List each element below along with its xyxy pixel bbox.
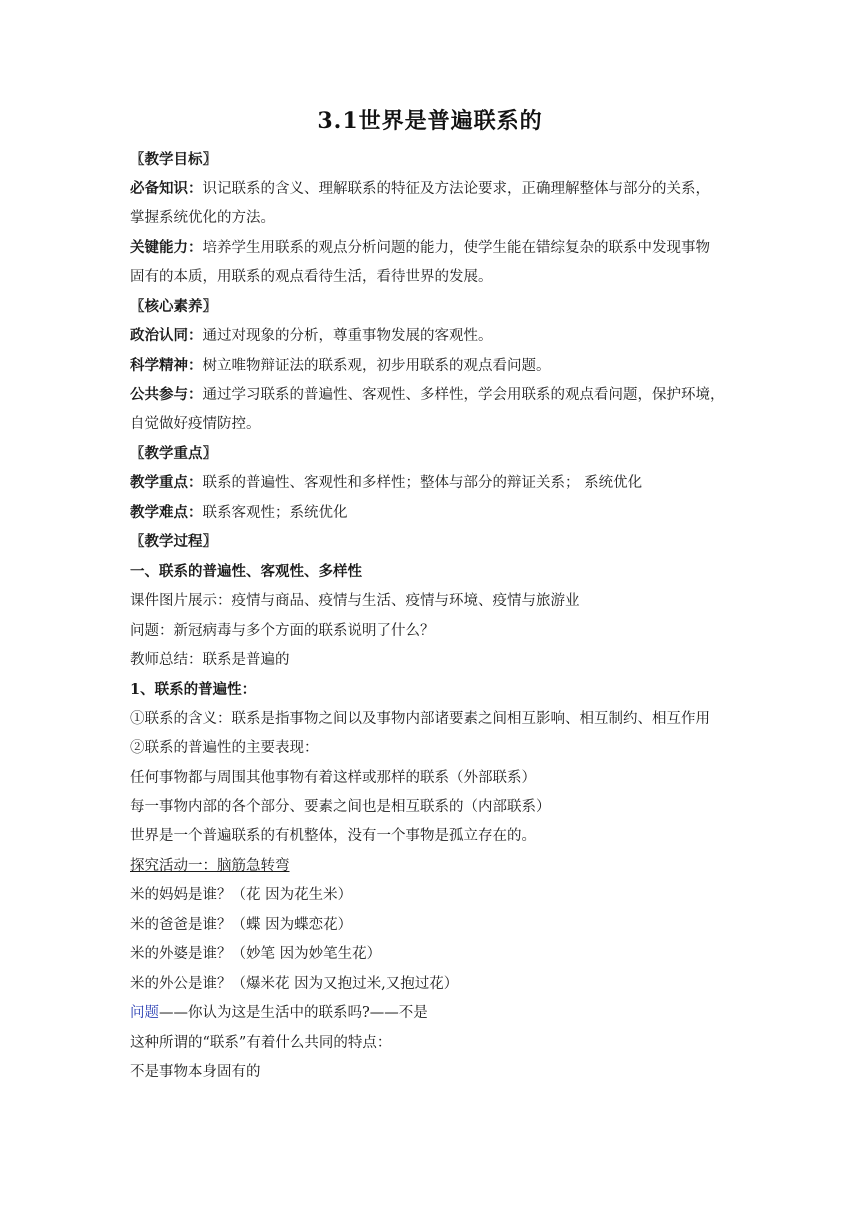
knowledge-label: 必备知识： [130, 180, 203, 197]
public-text-1: 通过学习联系的普遍性、客观性、多样性，学会用联系的观点看问题，保护环境， [202, 387, 725, 403]
question-line: 问题：新冠病毒与多个方面的联系说明了什么？ [130, 623, 435, 639]
difficulty-text: 联系客观性；系统优化 [202, 505, 348, 521]
teacher-summary: 教师总结：联系是普遍的 [130, 652, 290, 668]
ability-text-2: 固有的本质，用联系的观点看待生活，看待世界的发展。 [130, 269, 493, 285]
core-heading: 〖核心素养〗 [130, 298, 217, 315]
science-text: 树立唯物辩证法的联系观，初步用联系的观点看问题。 [202, 358, 551, 374]
political-label: 政治认同： [130, 327, 203, 344]
public-label: 公共参与： [130, 386, 203, 403]
not-inherent-line: 不是事物本身固有的 [130, 1064, 261, 1080]
focus-heading: 〖教学重点〗 [130, 445, 217, 462]
riddle-3: 米的外婆是谁？（妙笔 因为妙笔生花） [130, 946, 382, 962]
question2-label: 问题 [130, 1005, 159, 1021]
slides-line: 课件图片展示：疫情与商品、疫情与生活、疫情与环境、疫情与旅游业 [130, 593, 580, 609]
external-line: 任何事物都与周围其他事物有着这样或那样的联系（外部联系） [130, 770, 536, 786]
ability-label: 关键能力： [130, 239, 203, 256]
focus-text: 联系的普遍性、客观性和多样性；整体与部分的辩证关系； 系统优化 [202, 475, 643, 491]
public-line-1 [130, 385, 735, 405]
expression-line: ②联系的普遍性的主要表现： [130, 740, 319, 756]
riddle-1: 米的妈妈是谁？（花 因为花生米） [130, 887, 353, 903]
activity-heading: 探究活动一：脑筋急转弯 [130, 858, 290, 874]
meaning-line: ①联系的含义：联系是指事物之间以及事物内部诸要素之间相互影响、相互制约、相互作用 [130, 711, 710, 727]
knowledge-text-2: 掌握系统优化的方法。 [130, 210, 275, 226]
question2-text: ——你认为这是生活中的联系吗?——不是 [159, 1005, 428, 1021]
political-text: 通过对现象的分析，尊重事物发展的客观性。 [202, 328, 493, 344]
sub1-heading: 1、联系的普遍性： [130, 681, 257, 698]
difficulty-line [130, 503, 735, 523]
science-label: 科学精神： [130, 357, 203, 374]
knowledge-text-1: 识记联系的含义、理解联系的特征及方法论要求，正确理解整体与部分的关系， [202, 181, 710, 197]
political-line [130, 326, 735, 346]
public-text-2: 自觉做好疫情防控。 [130, 416, 261, 432]
difficulty-label: 教学难点： [130, 504, 203, 521]
whole-line: 世界是一个普遍联系的有机整体，没有一个事物是孤立存在的。 [130, 828, 536, 844]
riddle-2: 米的爸爸是谁？（蝶 因为蝶恋花） [130, 917, 353, 933]
common-line: 这种所谓的“联系”有着什么共同的特点： [130, 1035, 392, 1051]
goals-heading: 〖教学目标〗 [130, 151, 217, 168]
ability-line-1 [130, 238, 735, 258]
part1-heading: 一、联系的普遍性、客观性、多样性 [130, 563, 362, 580]
focus-label: 教学重点： [130, 474, 203, 491]
page-title: 3.1世界是普遍联系的 [317, 108, 543, 134]
focus-line [130, 473, 735, 493]
ability-text-1: 培养学生用联系的观点分析问题的能力，使学生能在错综复杂的联系中发现事物 [202, 240, 710, 256]
question2-line [130, 1003, 735, 1023]
internal-line: 每一事物内部的各个部分、要素之间也是相互联系的（内部联系） [130, 799, 551, 815]
process-heading: 〖教学过程〗 [130, 533, 217, 550]
activity-heading-row [130, 856, 735, 876]
riddle-4: 米的外公是谁？（爆米花 因为又抱过米,又抱过花） [130, 976, 459, 992]
science-line [130, 356, 735, 376]
knowledge-line-1 [130, 179, 735, 199]
